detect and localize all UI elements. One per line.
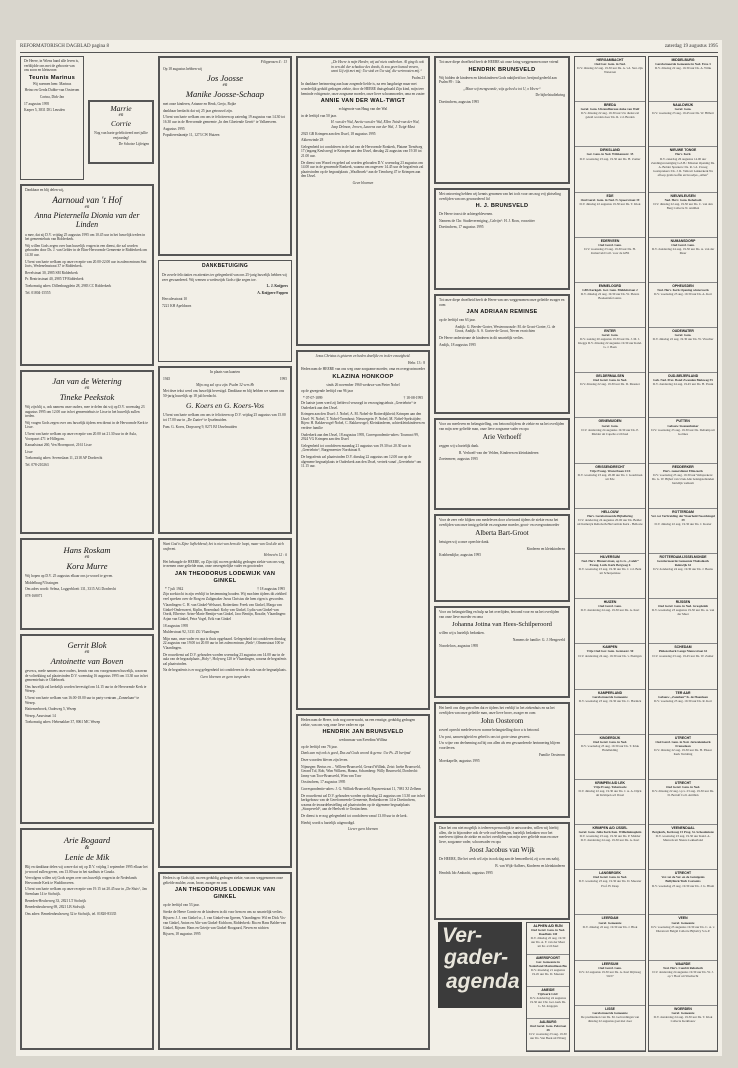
church-details: D.V. donderdag 24 aug. 19.30 uur Ds. T. Klok Collecte Kerkbouw <box>653 1015 713 1024</box>
church-type: Ver. tot de Ver. en de Getuigenis Bullylinck/Tuch Couvents <box>661 875 705 884</box>
church-city: ROTTERDAM <box>672 509 694 514</box>
church-type: Vrije Evang. Tabernacle <box>593 785 627 789</box>
church-listing <box>575 57 645 102</box>
church-details: D.V. woensdag 23 augustus 19.30 uur Ds. C. A. v. Dieren uit België Collecte Bijbelvy S.G.P. <box>651 924 715 933</box>
church-listing <box>649 690 717 735</box>
church-city: AMEIDE <box>541 988 555 992</box>
church-city: DIRKSLAND <box>600 148 620 153</box>
church-listing <box>575 147 645 192</box>
church-city: KINDERDIJK <box>599 735 621 740</box>
church-details: D.V. woensdag 23 aug. 19.30 uur Ds. T. Klok Handleiding <box>580 743 640 752</box>
condolence-brunsveld-kring: Tot onze diepe droefheid heeft de HEERE uit onze kring weggenomen onze vriend HENDRIK BRUNSVELD Wij bidden de kinderen en kleinkinderen Gods nabijheid toe, berijmd gedeeld aan Psalm 89 : 14a. „Maar wij mengwonde, wijs geleed u tot U, o Heere“ De bijbelstudiekring Doetinchem, augustus 1995 <box>434 56 570 184</box>
church-city: OUDEWATER <box>672 329 694 334</box>
church-details: D.V. woensdag 23 aug. 19.30 uur Welsprekers: Ds. G. W. Bijhof van Urek Alle belangstellenden hartelijk welkom <box>651 472 715 485</box>
church-type: Oud Geref. Gem. in Ned. Raadhuis 140 <box>530 928 566 937</box>
church-city: RIJSSEN <box>675 600 691 605</box>
church-type: Ger. Gemeente in Nederland Maximiliaan Bio <box>529 960 567 969</box>
church-details: D.V. donderdag 24 aug. 19.30 uur Ds. J. Beens <box>653 567 713 572</box>
church-type: Geref. Gem. <box>601 423 619 428</box>
church-type: Tijdwerk GGF <box>537 992 559 997</box>
church-details: D.V. woensdag 23 aug. 19.30 uur Ds. P. Mulder D.V. donderdag 24 aug. 19.30 uur Ds. A. Kort <box>579 834 641 843</box>
church-city: TER AAR <box>675 690 691 695</box>
church-city: MIDDELBURG <box>671 58 695 62</box>
church-city: NIEUWE TONGE <box>669 148 697 153</box>
church-type: Geh. Ned. Prot. Bond Zwanden Bieloweg 55 <box>653 378 713 383</box>
church-type: Gereformeerde Gemeente <box>592 1010 628 1015</box>
church-city: UTRECHT <box>674 780 692 785</box>
church-type: Oud Geref. Gem. <box>598 965 622 970</box>
thanks-vanhees: Voor uw belangstelling en hulp na het overlijden, betoond voor en na het overlijden van onze lieve moeder en oma Johanna Jotina van Hees-Schilperoord willen wij u hartelijk bedanken. Namens de familie: G. J. Hengeveld Noordeloos, augustus 1995 <box>434 606 570 698</box>
church-type: Ned. Herv. Kerk Opening winterwerk <box>657 288 709 292</box>
church-city: KRIMPEN A/D LEK <box>594 780 625 785</box>
church-details: D.V. zaterdag 26 augustus 14.00 uur Zendingsvereniging G.Z.B./ Mission Opening Ds. A. Belder Sprekers: Ds. R. v.d. Zwaag Gastsprekers: Ds. J. R. Valk uit Lekkerkerk Na afloop gratis koffie en broodjes „Allen“ <box>651 156 715 177</box>
church-listing <box>575 193 645 238</box>
church-details: D.V. donderdag 24 aug. 19.30 uur Ds. v. Pienigen <box>578 653 642 658</box>
church-details: D.V. donderdag 24 augustus 19.30 uur Chr. Ger. kerk Ds. L. M. Jongejan <box>529 996 567 1009</box>
header-left: REFORMATORISCH DAGBLAD pagina 8 <box>20 44 109 49</box>
birthday-greeting: Marrie en Corrie Nog van harte gefeliciteerd met jullie verjaardag! De Schotse Lijfeigen <box>88 100 154 164</box>
church-type: Vrije Evang. Westerbaan 23/4 <box>589 468 631 473</box>
church-city: AALBURG <box>539 1020 557 1024</box>
obituary-brunsveld: Heden nam de Heere, toch nog onverwacht, na een ernstige, geduldig gedragen ziekte, van ons weg onze lieve vader en opa HENDRIK JAN BRUNSVELD weduwnaar van Everdina Willina op de leeftijd van 76 jaar. Dank aan mij ook is goed, Dus zal Gods woord ik gerne. Uw Ps. 25 berijmd Deze woorden bleven zijn leven. Nijmegen: Bertus en ... Willem-Brunsveld, Gerard Willink, Zeist: Inebe Brunsveld, Gerard Tol, Rob, Wim Wilkens, Hanna, Scharnberg: Willy Brunsveld, Dordrecht: Janny van Toor-Brunsveld, Wim van Toor Oostinchem, 17 augustus 1995 Correspondentie-adres: J. G. Willink-Brunsveld, Papaverstraat 11, 7081 XJ Zelhem De rouwdienst zal D.V. gehouden worden op dinsdag 22 augustus om 13.30 uur in het kerkgebouw van de Gereformeerde Gemeente, Berkenhoven 14 te Doetinchem, waarna de teraardebestelling zal plaatsvinden op de algemene begraafplaats „Stoopeveld“, aan de Heelwelt te Oostinchem. De dienst is er nog gelegenheid tot condoleren vanaf 13.00 uur in de kerk. Hierbij wordt u hartelijk uitgenodigd. Liever geen bloemen <box>296 714 430 1050</box>
church-type: Geref. Gem. <box>674 333 692 338</box>
thanks-bart-groot: Voor de zeer vele blijken van medeleven door u betoond tijdens de ziekte en na het overlijden van onze innig geliefde en zorgzame moeder, groot- en overgrootmoeder Alberta Bart-Groot betuigen wij u onze oprechte dank. Kinderen en kleinkinderen Krabbendijke, augustus 1995 <box>434 514 570 602</box>
church-listing <box>575 1006 645 1051</box>
church-details: D.V. dinsdag 22 augustus 19.30 uur Ds. T. Klok <box>579 201 641 206</box>
dankbetuiging: DANKBETUIGING De zovele felicitaties en attenties ter gelegenheid van ons 25-jarig huwelijk hebben wij zeer gewaardeerd. Wij wensen u wederzijds Gods rijke zegen toe. L. J. Knijpers A. Knijpers-Foppen Herculesstraat 10 7221 KH Apeldoorn <box>158 260 292 362</box>
church-city: VEEN <box>678 916 688 921</box>
church-details: D.V. woensdag 23 aug. 20.00 uur Ds. J. Goudriaan uit Ede <box>577 472 643 481</box>
church-details: D.V. woensdag 23 aug. 19.30 uur Ds. Van Beek uit Elburg <box>529 1032 567 1041</box>
church-listing <box>575 373 645 418</box>
church-details: D.V. dinsdag 22 aug. i.p.v. 23 aug. 19.30 uur Ds. D. Bertolf Coll. Antillen <box>651 789 715 798</box>
church-listing <box>649 283 717 328</box>
church-listing <box>649 915 717 960</box>
church-details: D.V. dinsdag 22 aug. 19.30 uur Ds. C. van den Berg Collecte N. Antillen <box>653 201 713 210</box>
church-details: D.V. woensdag 23 aug. 19.30 uur Ds. Deltamp uit Goltnes <box>651 427 715 436</box>
church-city: HELLOUW <box>601 509 619 514</box>
wedding-announcement-blok: Gerrit Blok en Antoinette van Boven geven u, mede namens onze ouders, kennis van ons voorgenomen huwelijk, waarvan de voltrekking zal plaatsvinden D.V. woensdag 16 augustus 1995 om 13.30 uur in het gemeentehuis te Oldebroek. Ons huwelijk zal kerkelijk worden bevestigd om 14.15 uur in de Hervormde Kerk te Wezep. U bent van harte welkom van 16.00-18.00 uur in party-centrum „Zonnelaan“ te Wezep. Hattemerbroek, Oudeweg 5, Wezep Wezep, Azurstraat 14 Toekomstig adres: Hebenakker 37, 8061 MC Wezep <box>20 634 154 824</box>
church-type: Herv. Gereformeerde Bijbelkring <box>587 513 633 518</box>
church-listing <box>575 554 645 599</box>
church-listing <box>575 780 645 825</box>
church-listing <box>649 644 717 689</box>
church-type: Herv. zomerdienst Elim-kerk <box>663 468 703 473</box>
obituary-vanderwal: „De Heere is mijn Herder, wij zal niets ontbreken. Al ging ik ook in een dal der schaduw des doods, ik zou geen kwaad vrezen, want Gij zijt met mij; Uw stok en Uw staf, die vertroosten mij.“ Psalm 23 In dankbare herinnering aan haar zorgende liefde is, na een langdurige maar met wonderlijk geduld gedragen ziekte, door de HEERE thuisgehaald Zijn kind, mijn teer beminde echtgenote, onze zorgzame moeder, onze lieve schoonmoeder, oma en zuster ANNIE VAN DER WAL-TWIGT echtgenote van Haug van der Wal in de leeftijd van 50 jaar. H. van der Wal, Anette van der Wal, Ellen Twisk-van der Wal, Jaap Delmon, Jeroen, Laurens van der Wal, J. Twigt-Mast 2925 GB Krimpen aan den IJssel, 18 augustus 1995 Akkerwinde 28 Gelegenheid tot condoleren in de hal van de Hervormde Ronkerk, Platane Tiendweg 17 (ingang Keulsweg) te Krimpen aan den IJssel, dinsdag 22 augustus van 19.30 tot 21.00 uur. De dienst van Woord en gebed zal worden gehouden D.V. woensdag 23 augustus om 14.00 uur in de genoemde Ronkerk, waarna om ongeveer 14.45 uur de begrafenis zal plaatsvinden op de begraafplaats „Waalbroek“ aan de Tiendweg 47 te Krimpen aan den IJssel. Geen bloemen <box>296 56 430 346</box>
thanks-vanwijk: Daar het ons niet mogelijk is iedereen persoonlijk te antwoorden, willen wij hierbij allen, die in bijzondere ook de vele oud-leerlingen, hartelijk bedanken voor het meeleven tijdens de ziekte en na het overlijden van mijn zeer geliefde man en onze lieve, zorgzame vader, schoonvader en opa Joost Jacobus van Wijk De HEERE, Die het werk wil zijn in ook dag aan de bemoedheid, zij u en ons nabij. B. van Wijk-Aalbers, Kinderen en kleinkinderen Hendrik Ido Ambacht, augustus 1995 <box>434 822 570 920</box>
obituary-reminse: Tot onze diepe droefheid heeft de Heere van ons weggenomen onze geliefde zwager en oom JAN ADRIAAN REMINSE op de leeftijd van 63 jaar. Andijk: G. Beeder-Gorter, Westeronzoude: M. de Groot-Gorter, G. de Groot, Andijk: A. S. Gorter-de Groot, Neven en nichten De Heere ondersteune de kinderen in dit smartelijk verlies. Andijk, 18 augustus 1995 <box>434 294 570 414</box>
church-listing <box>575 599 645 644</box>
church-details: D.V. woensdag 23 aug. 19.30 uur Ds. H. Zomerveld Coll. voor de GBS <box>584 246 636 255</box>
church-listing <box>575 102 645 147</box>
church-listing <box>649 373 717 418</box>
church-city: BREDA <box>603 103 617 108</box>
church-details: D.V. donderdag 24 augustus 19.30 uur Ds. P. Mulder uit Capelle a/d IJssel <box>581 427 639 436</box>
church-listing <box>649 464 717 509</box>
church-details: D.V. dinsdag 22 aug. 19.30 uur Ds. A. v.d. Ster. rijk Waterzen <box>577 66 643 75</box>
church-city: EDERVEEN <box>600 238 620 243</box>
church-type: Oud Geref. Gem. in Ned. <box>665 785 701 789</box>
church-type: Geref. Gemeente <box>598 920 622 925</box>
church-city: LEERSUM <box>601 961 619 966</box>
church-type: Herv. Kerk <box>675 152 691 157</box>
church-details: D.V. 22 augustus 19.30 uur Ds. A. Kort Rijnweg 50/27 <box>579 969 641 978</box>
church-type: Gereformeerde Gemeente Thaboikerk Reinwijk 61 <box>656 559 710 568</box>
church-details: D.V. woensdag 23 aug. 19.30 uur Ds. J. G. Blom <box>651 883 715 888</box>
church-type: GBS Kerkgeb. Ger. Gem. Middelstraat 2 <box>582 288 638 292</box>
church-listing <box>575 464 645 509</box>
church-listing <box>527 923 569 955</box>
church-listing <box>575 644 645 689</box>
church-city: NAALDWIJK <box>672 103 694 108</box>
church-type: Oud Geref. Gem. in Ned. <box>592 739 628 744</box>
church-details: D.V. woensdag 23 aug. 19.45 uur Ds. W. Zomer <box>652 653 714 658</box>
church-type: Geref. Gem. <box>674 107 692 112</box>
column-1 <box>20 56 154 1052</box>
wedding-announcement-vandewetering: Jan van de Wetering en Tineke Peekstok Wij zijn blij u, ook namens onze ouders, mee te delen dat wij op D.V. woensdag 23 augustus 1995 om 12.00 uur in het gemeentehuis te Lisse in het huwelijk zullen treden. Wij vragen Gods zegen over ons huwelijk tijdens een dienst in de Hervormde Kerk te Lisse. U bent van harte welkom op onze receptie van 20.00 tot 21.30 uur in de Aula, Voorpoort 471 te Hillegom. Kanaalstraat 260, Ven Hoornpoort, 2161 Lisse Lisse Toekomstig adres: Sevenslaan 11, 2318 AP Dordrecht Tel. 078-210263 <box>20 370 154 534</box>
deceased-name: JAN THEODORUS LODEWIJK VAN GINKEL <box>174 570 276 584</box>
church-city: HERGAMBACHT <box>596 58 624 62</box>
dankbetuiging-title: DANKBETUIGING <box>201 263 249 269</box>
church-details: D.V. dinsdag 22 aug. 19.30 uur Ds. D. Meester <box>580 382 640 387</box>
church-city: AMERSFOORT <box>535 956 561 960</box>
church-details: D.V. donderdag 24 augustus 19.30 uur Ds. W. J. op 't Hoof uit Sliedrecht <box>652 969 714 978</box>
church-listing <box>575 915 645 960</box>
wedding-announcement-roskam: Hans Roskam en Kora Murre Wij hopen op D.V. 25 augustus elkaar ons ja-woord te geven. Middelburg/Vlissingen Om adres wordt: Selma, Loggerbloeit 131, 3315 AG Dordrecht 078-168071 <box>20 538 154 630</box>
church-type: Oud Geref. Gem. in Ned. Jeruzalemkerk Franselaan <box>655 739 711 748</box>
church-listing <box>649 509 717 554</box>
church-listing <box>575 735 645 780</box>
church-details: D.V. woensdag 23 aug. 19.30 uur Ds. D. Meester Prof. H. Deep <box>578 879 642 888</box>
church-type: Oud Geref. Gem. <box>671 242 695 247</box>
church-type: Ned. Herv. Hinnerstraat, op G.G. „Caleb“ Evang. Luth. Kerk Bergweg 6 <box>581 559 639 568</box>
church-details: D.V. woensdag 23 aug. 19.30 uur Ds. A. Kort <box>653 292 713 297</box>
newspaper-page <box>16 40 722 1056</box>
church-type: Ned. Herv. Gem. Rehoboth <box>664 197 702 202</box>
church-type: Ver. tot Verbreiding der Waarheid Noordsingel 39 <box>651 513 715 522</box>
birth-announcement: De Heere, in Wiens hand alle leven is, verblijdde ons met de geboorte van ons zoon en kleinzoon: Teunis Marinus Wij noemen hem: Marinus Heino en Gerda Dubbe-van Oosterom Corina, Dirk-Jan 17 augustus 1995 Karper 5, 3831 DG Leusden <box>20 56 84 180</box>
church-city: KRIMPEN A/D IJSSEL <box>592 826 628 831</box>
church-type: Geref. Gem. <box>601 333 619 338</box>
church-listing <box>575 690 645 735</box>
church-city: GELDERMALSEN <box>595 374 625 379</box>
church-listing <box>649 418 717 463</box>
church-listing <box>649 780 717 825</box>
church-details: D.V. dinsdag 22 aug. 19.30 uur Ds. J. Koster <box>654 522 712 527</box>
church-details: D.V. dinsdag 22 aug. 19.30 uur Ds. H. Pikaar Kerk Vertaling <box>654 748 712 757</box>
condolence-brunsveld-calvijn: Met ontroering hebben wij kennis genomen van het toch voor ons nog vrij plotseling overlijden van ons gewaardeerd lid H. J. BRUNSVELD De Heere troost de achtergeblevenen. Namens de Chr. Studievereniging „Calvijn“: H. J. Roos, voorzitter Doetinchem, 17 augustus 1995 <box>434 188 570 290</box>
church-details: D.V. dinsdag 22 aug. 19.30 uur Ds. A. F. van der Meer uit Kr. a/d IJssel <box>530 936 566 949</box>
church-listing <box>649 961 717 1006</box>
church-listing <box>649 193 717 238</box>
church-type: Oud Geref. Gem. in Ned. <box>592 875 628 880</box>
church-listing <box>575 870 645 915</box>
church-listing <box>575 961 645 1006</box>
church-details: D.V. woensdag 23 aug. 19.30 uur Ds. C. Harinck <box>578 698 642 703</box>
church-type: Gereformeerde Gemeente <box>592 694 628 699</box>
church-city: HUIZEN <box>603 600 617 605</box>
church-listing <box>527 987 569 1019</box>
church-city: LANGBROEK <box>599 871 621 876</box>
church-listings-1 <box>574 56 646 1052</box>
church-city: UTRECHT <box>674 871 692 876</box>
wedding-announcement-bogaard: Arie Bogaard & Lenie de Mik Blij en dankbaar delen wij u mee dat wij op D.V. vrijdag 1 september 1995 elkaar het ja-woord zullen geven, om 13.00 uur in het stadhuis te Gouda. Vervolgens willen wij Gods zegen over ons huwelijk vragen in de Nederlands Hervormde Kerk te Waddinxveen. U bent van harte welkom op onze receptie van 19.15 tot 20.45 uur in „De Sluis“, Jan Steenlaan 14 te Stolwijk. Beneden-Heulseweg 33, 2821 LT Stolwijk Benedenheulseweg 69, 2821 LB Stolwijk Ons adres: Benedenheulseweg 32 te Stolwijk, tel. 01820-83335 <box>20 828 154 1050</box>
header-right: zaterdag 19 augustus 1995 <box>664 44 718 49</box>
church-listing <box>649 328 717 373</box>
church-city: OUD-BEIJERLAND <box>667 374 699 379</box>
obituary-honkoop: Jezus Christus is gisteren en heden dezelfde en in der eeuwigheid. Hebr. 13 : 8 Heden nam de HEERE van ons weg onze zorgzame moeder, oma en overgrootmoeder KLAZINA HONKOOP sinds 26 november 1960 weduwe van Pieter Nobel op de gezegende leeftijd van 96 jaar * 07-07-1899 † 18-08-1995 De laatste jaren werd zij liefdevol verzorgd in verzorgingstehuis „Geertebrin“ te Ouderkerk aan den IJssel. Krimpen aan den IJssel: J. Nobel, A. M. Nobel-de Rotterdijkheid; Krimpen aan den IJssel: W. Nobel, T. Nobel-Tromhout; Nieuwegein: P. Nobel, M. Nobel-Spekstijder; Rijen: H. Rakkervogel-Nobel, C. Rakkervogel; Kleinkinderen, achterkleinkinderen en verdere familie Ouderkerk aan den IJssel, 18 augustus 1995, Correspondentie-adres: Tournooi 99, 2924 VG Krimpen aan den IJssel Gelegenheid tot condoleren maandag 21 augustus van 19.30 tot 20.30 uur in „Geertebrin“, Burgemeester Nordstraat 8. De begrafenis zal plaatsvinden D.V. dinsdag 22 augustus om 12.00 uur op de algemene begraafplaats te Ouderkerk aan den IJssel, vertrek vanaf „Geertebrin“ om 11.15 uur. <box>296 350 430 710</box>
church-listing <box>649 102 717 147</box>
church-details: D.V. donderdag 24 aug. 19.30 uur Ds. A. Kort <box>580 608 640 613</box>
church-city: REDDERKER <box>672 464 694 469</box>
church-city: NUMANSDORP <box>670 238 696 243</box>
church-city: ROTTERDAM-IJSSELMONDE <box>659 555 707 559</box>
church-listing <box>649 147 717 192</box>
church-type: Ned. Herv. Combit Rehoboth <box>663 965 703 970</box>
church-city: KAMPEN <box>602 645 618 650</box>
church-type: Ger. Gem. in Ned. Wildsemsstr. 35 <box>586 152 634 157</box>
obituary-vanginkel-family: Want God is Zijne liefhebbend; het is niet van hem die loopt, maar van God die zich ontfermt. Hebreeën 12 : 6 Het behaagde de HEERE, op Zijn tijd, na een geduldig gedragen ziekte van ons weg te nemen onze geliefde man, onze onvergetelijke vader en grootvader JAN THEODORUS LODEWIJK VAN GINKEL * 7 juli 1942 † 18 augustus 1995 Zijn zoektocht in zijn verblijf in bestemming houden. Wij mochten tijdens dit ziekbed veel spreken over de Borg en Zaligmaker Jezus Christus die hem rigen is geworden. Vlaardingen: C. H. van Ginkel-Welsaart, Rotterdam: Freek van Ginkel, Marga van Ginkel-Onderwaert, Kiplin, Rozendaal: Koby van Ginkel, Lydia van Ginkel-van Oordt, Elbertse: Arine-Marie Bentijn-van Ginkel, Jaco Bentijn, Rosalie, Vlaardingen: Arjan van Ginkel, Petra Vogel, Erik van Ginkel 18 augustus 1995 Mulderstraat 92, 3131 ZG Vlaardingen Mijn man, onze vader en opa is thuis opgebaard. Gelegenheid tot condoleren dinsdag 22 augustus van 19.00 tot 20.00 uur in het zalencentrum „Beth“, Olmenstraat 100 te Vlaardingen. De rouwdienst zal D.V. gehouden worden woensdag 23 augustus om 14.00 uur in de aula van de begraafplaats „Holy“, Holyweg 120 te Vlaardingen, waarna de begrafenis zal plaatsvinden. Na de begrafenis is er nog gelegenheid tot condoleren in de aula van de begraafplaats. Geen bloemen en geen toespraken <box>158 538 292 868</box>
church-details: D.V. woensdag 23 aug. 19.30 uur Ds. R. Kort <box>653 698 713 703</box>
deceased-name: ANNIE VAN DER WAL-TWIGT <box>320 98 406 105</box>
church-details: D.V. maandag 21 augustus 19.45 uur Ds. D. Meester <box>530 968 566 977</box>
church-city: HILVERSUM <box>600 555 620 559</box>
church-city: ENTER <box>604 329 616 334</box>
church-details: D.V. woensdag 23 aug. 19.45 uur Ds. W. Hilbert <box>652 111 714 116</box>
church-city: PUTTEN <box>676 419 690 424</box>
anniversary-joosse: Filippenzen 4 : 13 Op 18 augustus hebben wij Jos Joosse en Manike Joosse-Schaap met onze kinderen, Arianne en Henk, Gerjo, Bojke dankbaar herdacht dat wij 25 jaar getrouwd zijn. U bent van harte welkom om ons te feliciteren op zaterdag 19 augustus van 14.30 tot 16.30 uur in de Hervormde gemeente „In den Gloeiende Gerrit“ te Valkenveen. Augustus 1995 Populierenlaantje 11, 1273 CW Huizen <box>158 56 292 256</box>
church-details: D.V. woensdag 23 aug. 19.30 uur Ds. H. Zomer <box>579 156 641 161</box>
deceased-name: HENDRIK JAN BRUNSVELD <box>322 729 404 736</box>
church-listing <box>527 1019 569 1051</box>
church-listing <box>649 554 717 599</box>
church-type: Oud Geref. Gem. <box>598 242 622 247</box>
church-type: Oud Ger. Gem. in Ned. <box>594 62 626 67</box>
church-details: D.V. dinsdag 22 aug. 19.30 uur Ds. W. Pieters Boekentafel aanw. <box>580 292 640 301</box>
church-city: OPHEUSDEN <box>672 283 694 288</box>
church-details: D.V. dinsdag 22 aug. 19.30 uur Ds. J. A. A. Dijck uit Krimpen a/d IJssel <box>578 789 642 798</box>
deceased-name: KLAZINA HONKOOP <box>332 373 394 380</box>
church-type: Oud Geref. Gem. in Ned. N. Spoorstraat 19 <box>580 197 640 202</box>
church-city: UTRECHT <box>674 735 692 740</box>
church-type: Geref. Gem. Julia Kerk Ken. Wilhelminaplein <box>578 830 642 835</box>
church-city: KAMPERLAND <box>597 690 623 695</box>
church-listing <box>649 57 717 102</box>
column-2 <box>158 56 292 1052</box>
church-listing <box>575 825 645 870</box>
church-type: Geref. Gemeente <box>671 1010 695 1015</box>
church-details: D.V. dinsdag 22 aug. 19.30 uur Ds. W. Visscher <box>652 337 714 342</box>
church-listing <box>649 870 717 915</box>
church-details: D.V. zondag 20 augustus 19.30 uur Ds. J. M. J. Kieggs D.V. dinsdag 22 augustus 19.30 uur Kand. G. J. Baan <box>578 337 642 350</box>
vergaderagenda-logo: Ver- gader- agenda <box>438 922 522 1008</box>
birth-name: Teunis Marinus <box>28 74 76 81</box>
church-details: D.V. dinsdag 22 aug. 19.30 uur Ds. J. Blok <box>582 924 638 929</box>
church-city: SCHEDAM <box>674 645 692 650</box>
church-details: D.V. dinsdag 22 aug. 19.30 uur Ds. A. Wink <box>654 66 712 71</box>
church-listing <box>575 283 645 328</box>
church-type: Pinksterkerk Lange Nieuwstraat 61 <box>658 649 708 654</box>
church-listing <box>649 599 717 644</box>
church-details: D.V. dinsdag 22 aug. 19.30 uur Uw dienst zal geleid worden door Ds. R. v.d. Breden <box>580 111 640 120</box>
church-listing <box>575 418 645 463</box>
church-type: Geref. Gemeente <box>671 920 695 925</box>
church-details: D.V. donderdag 24 augustus 20.00 uur Ds. Belder uit Kameryk Rehoboth-Hervormde Kerk - Hellouw <box>577 518 643 527</box>
thanks-verhoeff: Voor uw meeleven en belangstelling, ons betoond tijdens de ziekte en na het overlijden van mijn zeer geliefde man, onze lieve zorgzame vader en opa Arie Verhoeff zeggen wij u hartelijk dank. R. Verhoeff-van der Velden, Kinderen en kleinkinderen Zoetermeer, augustus 1995 <box>434 418 570 510</box>
church-details: D.V. woensdag 23 aug. 19.30 uur Ds. J. v.d. Bent uit Scherpenisse <box>578 567 642 576</box>
wedding-announcement-vanthof: Dankbaar en blij delen wij, Aarnoud van 't Hof en Anna Pieternella Dionia van der Linden u mee, dat zij D.V. vrijdag 25 augustus 1995 om 10.45 uur in het huwelijk treden in het gemeentehuis van Ridderkerk. Wij willen Gods zegen over hun huwelijk vragen in een dienst, die zal worden gehouden door Ds. J. van Gelder in de Elim-Hervormde Gemeente te Ridderkerk om 14.30 uur. U bent van harte welkom op onze receptie van 20.00-22.00 uur in zalencentrum Sint Joris, Wedenelmstraat 37 te Ridderkerk. Revelstraat 30, 2985 SM Ridderkerk Pr. Beatrixstraat 40, 2985 TP Ridderkerk Toekomstig adres: Dillenburgplein 28, 2983 CC Ridderkerk Tel. 01804-15555 <box>20 184 154 366</box>
church-type: Gereformeerde Gemeente in Ned. Ereo 3 <box>655 62 711 67</box>
anniversary-koers: In plaats van kaarten 1945 1995 Mijn oog zal op u zijn. Psalm 32 vers 8b Met deze tekst werd ons huwelijk bevestigd. Dankbaar en blij hebben we samen ons 50-jarig huwelijk op 18 juli herdacht. G. Koers en G. Koers-Vos U bent van harte welkom om ons te feliciteren op D.V. vrijdag 25 augustus van 15.00 tot 17.00 uur in „De Zaaier“ te Ijsselmuiden. Fam. G. Koers, Dorpsweg 9, 8271 BJ IJsselmuiden <box>158 366 292 534</box>
church-city: NIEUWLEUSEN <box>670 193 696 198</box>
church-listing <box>575 328 645 373</box>
church-city: GENEMUIDEN <box>598 419 622 424</box>
church-listing <box>527 955 569 987</box>
church-city: LISSE <box>605 1006 615 1011</box>
church-listing <box>649 735 717 780</box>
church-listing <box>649 238 717 283</box>
obituary-vanginkel-siblings: Heden is op Gods tijd, na een geduldig gedragen ziekte, van ons weggenomen onze geliefde mulder, zoon, broer, zwager en oom JAN THEODORUS LODEWIJK VAN GINKEL op de leeftijd van 53 jaar. Sterke de Heere Cornie en de kinderen in dit voor hem en ons zo smartelijk verlies. Rijssen: J. J. van Ginkel sr., J. van Ginkel-van Ijperen, Vlaardingen: Wil en Dick Vis-van Ginkel, Anton en Alie van Ginkel-Eichhorn, Ridderkerk: Bia en Hans Balder-van Ginkel, Rijssen: Hans en Grietje van Ginkel-Boogaard, Neven en nichten Rijssen, 18 augustus 1995 <box>158 872 292 1050</box>
church-listings-2 <box>648 56 718 1052</box>
church-type: Oud Geref. Gem. Pelstraat 48 <box>529 1024 567 1033</box>
church-city: LEERDAM <box>601 916 619 921</box>
church-type: Oud Geref. Gem. <box>598 604 622 609</box>
church-listing <box>649 1006 717 1051</box>
church-city: GRISSENDRECHT <box>595 464 625 469</box>
church-listing <box>575 509 645 554</box>
church-type: Geref. Gem. Uitzendbureau Anke van Wolf <box>580 107 640 112</box>
church-type: Gebouw „Zonnhen“ K. de Haanlaan <box>658 694 708 699</box>
church-details: D.V. donderdag 24 aug. 19.45 uur Ds. H. Preuk <box>652 382 714 387</box>
header-rule <box>20 52 718 53</box>
church-listings-3 <box>526 922 570 1052</box>
church-type: Oud Geref. Gem. in Ned. <box>592 378 628 383</box>
church-type: Vrije Oud Ger. Gem. Gentsestr. 50 <box>586 649 634 654</box>
church-details: De predikanten van Ds. M. Golverdingen van dinsdag 22 augustus gaat niet door <box>580 1015 640 1024</box>
church-city: VEENENDAAL <box>671 826 695 831</box>
church-details: D.V. woensdag 23 augustus 19.30 uur Ds. A. van der Meer <box>651 608 715 617</box>
church-city: WOERDEN <box>674 1006 692 1011</box>
thanks-oosterom: Het heeft ons diep getroffen dat er tijdens het verblijf in het ziekenhuis en na het overlijden van onze geliefde man, onze lieve broer, zwager en oom John Oosterom zoveel oprecht medeleven en warme belangstelling door u is betoond. Uw post, aanwezigheid en gebed is ons tot grote steun geweest. Uw wijze van deelneming zal bij ons allen als een gewaardeerde herinnering blijven voortleven. Familie Oosterom Moerkapelle, augustus 1995 <box>434 702 570 818</box>
church-type: Gebouw Steenenhuiser <box>667 423 699 428</box>
church-listing <box>575 238 645 283</box>
church-city: EMMELOORD <box>598 283 622 288</box>
church-city: EDE <box>606 193 614 198</box>
church-details: D.V. woensdag 23 aug. 19.30 uur Kand. A. Mancels uit Nieuw-Lekkerland <box>655 834 711 843</box>
church-details: D.V. donderdag 24 aug. 19.30 uur Ds. A. van der Meer <box>651 246 715 255</box>
church-type: Oud Geref. Gem. in Ned. Graspleinh <box>657 604 709 609</box>
church-listing <box>649 825 717 870</box>
church-type: Bergkerk, Kerkweg 15 Prog. St. Schoolmissie <box>652 830 714 835</box>
church-city: WAARDE <box>675 961 691 966</box>
church-city: ALPHEN A/D RIJN <box>533 924 563 928</box>
column-3 <box>296 56 430 1052</box>
column-4 <box>434 56 570 1052</box>
